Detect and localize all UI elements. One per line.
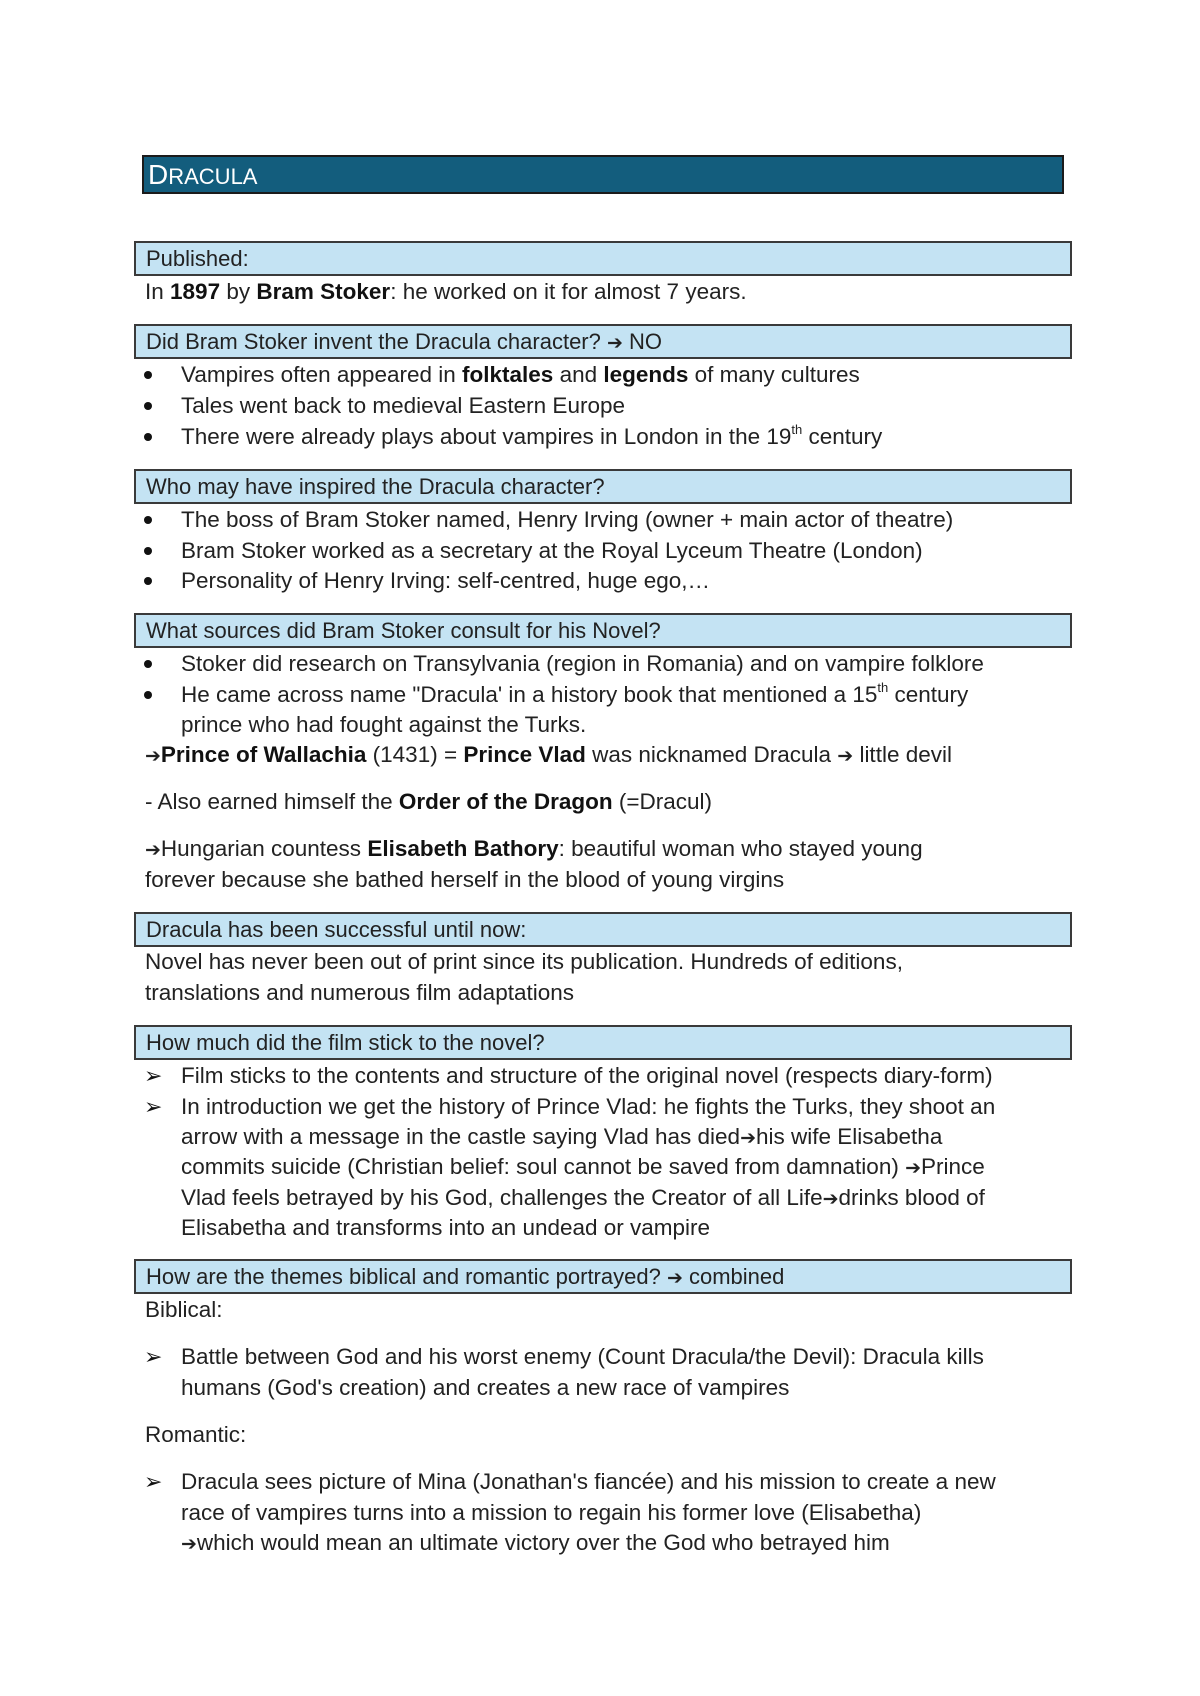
- bullet-icon: [144, 392, 158, 420]
- arrow-icon: ➔: [181, 1533, 197, 1555]
- checkmark-arrow-icon: ➢: [144, 1063, 163, 1088]
- list-item: Personality of Henry Irving: self-centred, huge ego,…: [181, 568, 711, 593]
- section-header-inspired: Who may have inspired the Dracula character?: [134, 469, 1072, 504]
- list-item: In introduction we get the history of Prince Vlad: he fights the Turks, they shoot an: [181, 1094, 996, 1119]
- list-item-continuation: race of vampires turns into a mission to regain his former love (Elisabetha): [181, 1500, 922, 1525]
- list-item: The boss of Bram Stoker named, Henry Irving (owner + main actor of theatre): [181, 507, 954, 532]
- bullet-icon: [144, 537, 158, 565]
- section-header-successful: Dracula has been successful until now:: [134, 912, 1072, 947]
- successful-text: translations and numerous film adaptations: [145, 980, 574, 1005]
- bullet-icon: [144, 423, 158, 451]
- list-item-continuation: arrow with a message in the castle saying Vlad has died➔his wife Elisabetha: [181, 1124, 943, 1149]
- published-text: In 1897 by Bram Stoker: he worked on it for almost 7 years.: [145, 279, 747, 304]
- section-header-invent: Did Bram Stoker invent the Dracula character? ➔ NO: [134, 324, 1072, 359]
- list-item: Bram Stoker worked as a secretary at the Royal Lyceum Theatre (London): [181, 538, 923, 563]
- paragraph-prince: ➔Prince of Wallachia (1431) = Prince Vlad was nicknamed Dracula ➔ little devil: [145, 742, 952, 767]
- subheading-biblical: Biblical:: [145, 1297, 223, 1322]
- paragraph-order: - Also earned himself the Order of the Dragon (=Dracul): [145, 789, 713, 814]
- arrow-icon: ➔: [145, 839, 161, 861]
- arrow-icon: ➔: [606, 332, 623, 354]
- section-header-published: Published:: [134, 241, 1072, 276]
- list-item: There were already plays about vampires in London in the 19th century: [181, 422, 883, 449]
- bullet-icon: [144, 681, 158, 709]
- paragraph-bathory: ➔Hungarian countess Elisabeth Bathory: beautiful woman who stayed young: [145, 836, 923, 861]
- checkmark-arrow-icon: ➢: [144, 1094, 163, 1119]
- section-header-sources: What sources did Bram Stoker consult for his Novel?: [134, 613, 1072, 648]
- checkmark-arrow-icon: ➢: [144, 1344, 163, 1369]
- bullet-icon: [144, 361, 158, 389]
- arrow-icon: ➔: [837, 745, 854, 767]
- arrow-icon: ➔: [145, 745, 161, 767]
- list-item-continuation: prince who had fought against the Turks.: [181, 712, 587, 737]
- section-header-themes: How are the themes biblical and romantic portrayed? ➔ combined: [134, 1259, 1072, 1294]
- list-item-continuation: Vlad feels betrayed by his God, challenges the Creator of all Life➔drinks blood of: [181, 1185, 985, 1210]
- arrow-icon: ➔: [905, 1157, 921, 1179]
- title-initial: D: [148, 159, 169, 190]
- document-title: [142, 155, 1064, 194]
- list-item-continuation: Elisabetha and transforms into an undead or vampire: [181, 1215, 711, 1240]
- checkmark-arrow-icon: ➢: [144, 1469, 163, 1494]
- arrow-icon: ➔: [740, 1127, 756, 1149]
- title-rest: RACULA: [168, 164, 258, 189]
- list-item: He came across name "Dracula' in a history book that mentioned a 15th century: [181, 680, 969, 707]
- bullet-icon: [144, 650, 158, 678]
- arrow-icon: ➔: [822, 1188, 839, 1210]
- list-item-continuation: ➔which would mean an ultimate victory over the God who betrayed him: [181, 1530, 890, 1555]
- list-item: Vampires often appeared in folktales and legends of many cultures: [181, 362, 860, 387]
- list-item: Film sticks to the contents and structure of the original novel (respects diary-form): [181, 1063, 993, 1088]
- list-item: Tales went back to medieval Eastern Europe: [181, 393, 625, 418]
- list-item: Stoker did research on Transylvania (region in Romania) and on vampire folklore: [181, 651, 984, 676]
- successful-text: Novel has never been out of print since its publication. Hundreds of editions,: [145, 949, 903, 974]
- list-item-continuation: humans (God's creation) and creates a new race of vampires: [181, 1375, 790, 1400]
- subheading-romantic: Romantic:: [145, 1422, 247, 1447]
- arrow-icon: ➔: [666, 1267, 683, 1289]
- bullet-icon: [144, 567, 158, 595]
- section-header-film: How much did the film stick to the novel?: [134, 1025, 1072, 1060]
- list-item-continuation: commits suicide (Christian belief: soul cannot be saved from damnation) ➔Prince: [181, 1154, 985, 1179]
- paragraph-bathory-cont: forever because she bathed herself in the blood of young virgins: [145, 867, 785, 892]
- list-item: Battle between God and his worst enemy (Count Dracula/the Devil): Dracula kills: [181, 1344, 984, 1369]
- bullet-icon: [144, 506, 158, 534]
- list-item: Dracula sees picture of Mina (Jonathan's fiancée) and his mission to create a new: [181, 1469, 996, 1494]
